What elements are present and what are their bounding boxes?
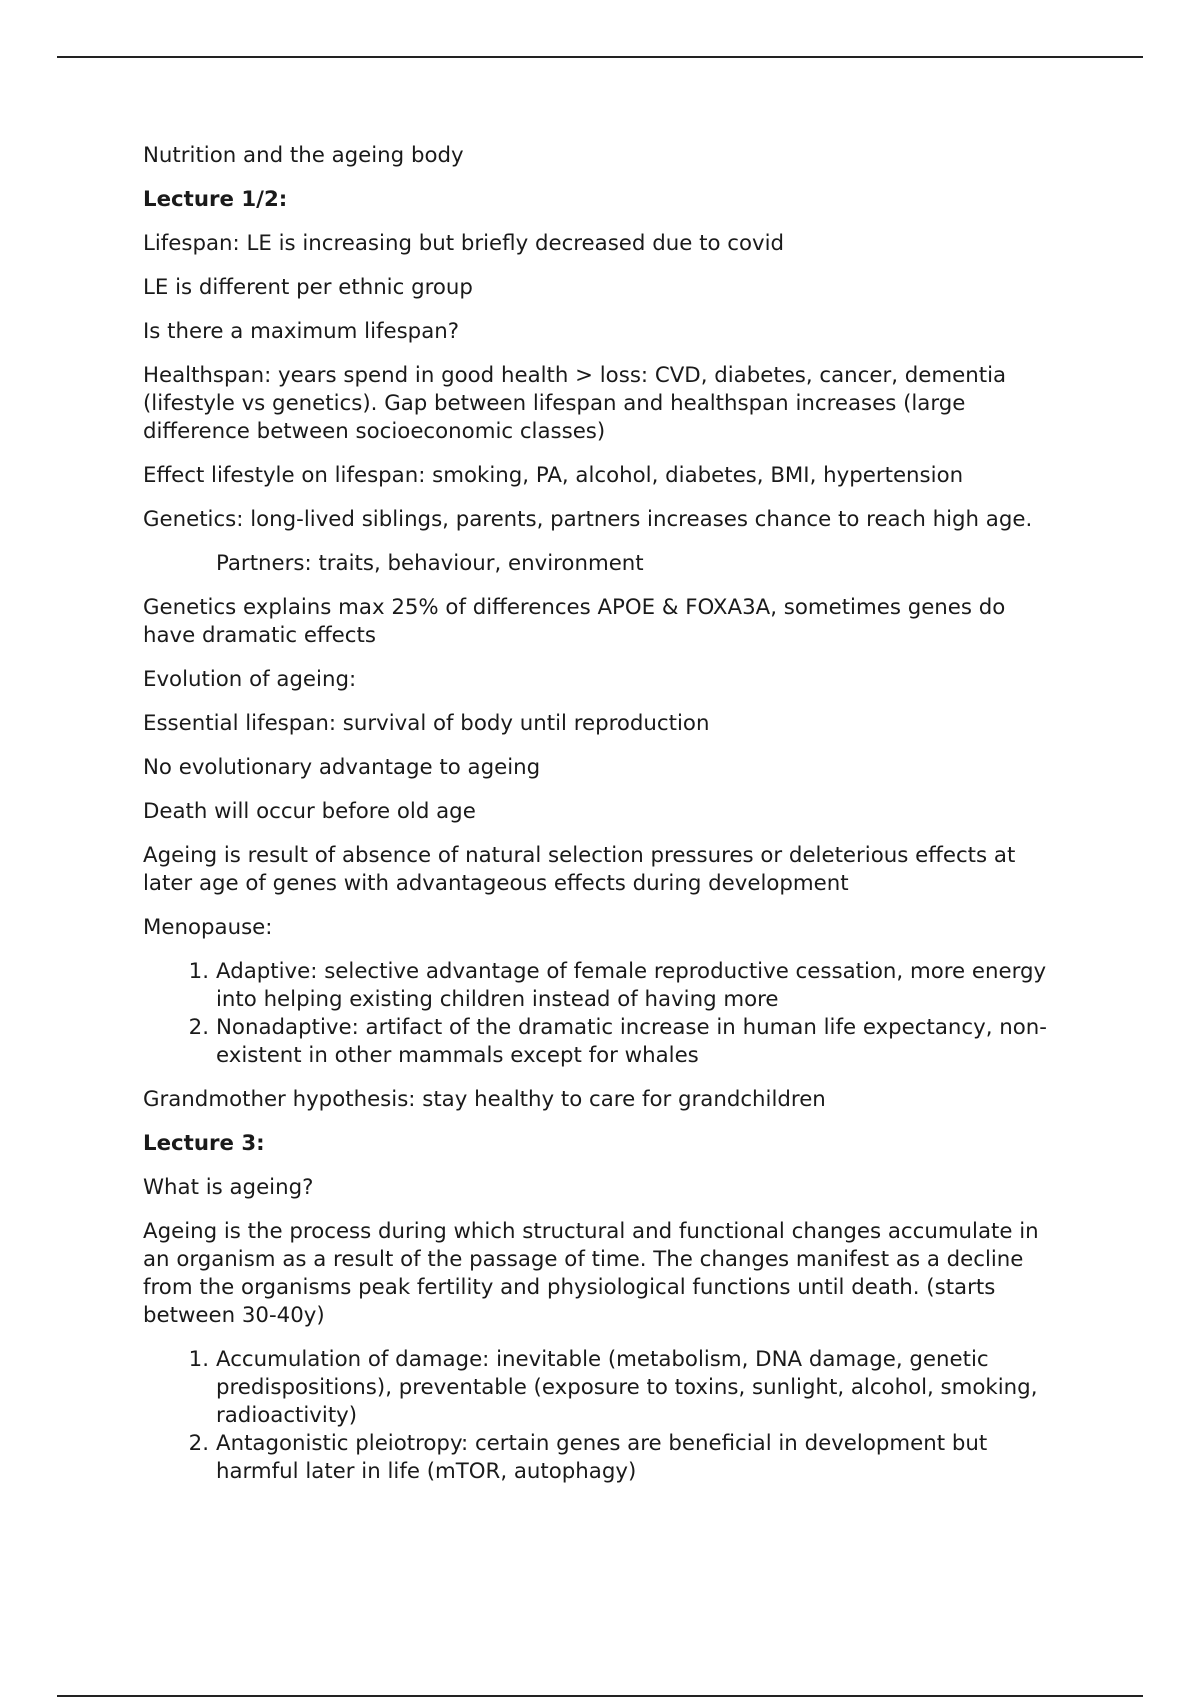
paragraph-no-advantage: No evolutionary advantage to ageing xyxy=(143,755,541,780)
document-title: Nutrition and the ageing body xyxy=(143,143,464,168)
paragraph-lifestyle: Effect lifestyle on lifespan: smoking, PA, alcohol, diabetes, BMI, hypertension xyxy=(143,463,964,488)
list-item-text: Adaptive: selective advantage of female reproductive cessation, more energy into helping existing children instead of having more xyxy=(216,959,1047,1012)
lecture-1-2-heading: Lecture 1/2: xyxy=(143,187,288,212)
list-item xyxy=(188,1430,1063,1486)
paragraph-healthspan: Healthspan: years spend in good health > loss: CVD, diabetes, cancer, dementia (lifestyle vs genetics). Gap between lifespan and healthspan increases (large difference between socioeconomic classes) xyxy=(143,363,1007,444)
list-item-number: 1. xyxy=(188,959,209,984)
ageing-theories-list xyxy=(143,1346,1063,1486)
paragraph-genetics-explains: Genetics explains max 25% of differences APOE & FOXA3A, sometimes genes do have dramatic effects xyxy=(143,595,1006,648)
list-item-text: Nonadaptive: artifact of the dramatic increase in human life expectancy, non-existent in other mammals except for whales xyxy=(216,1015,1047,1068)
page-footer-rule xyxy=(57,1695,1143,1697)
paragraph-death: Death will occur before old age xyxy=(143,799,476,824)
paragraph-evolution-of-ageing: Evolution of ageing: xyxy=(143,667,357,692)
paragraph-ageing-result: Ageing is result of absence of natural selection pressures or deleterious effects at later age of genes with advantageous effects during development xyxy=(143,843,1016,896)
page-header-rule xyxy=(57,56,1143,58)
list-item xyxy=(188,1014,1063,1070)
paragraph-what-is-ageing: What is ageing? xyxy=(143,1175,314,1200)
paragraph-essential-lifespan: Essential lifespan: survival of body until reproduction xyxy=(143,711,710,736)
paragraph-maximum-lifespan: Is there a maximum lifespan? xyxy=(143,319,460,344)
lecture-3-heading: Lecture 3: xyxy=(143,1131,265,1156)
list-item-text: Antagonistic pleiotropy: certain genes are beneficial in development but harmful later in life (mTOR, autophagy) xyxy=(216,1431,988,1484)
paragraph-menopause: Menopause: xyxy=(143,915,273,940)
list-item-number: 1. xyxy=(188,1347,209,1372)
list-item xyxy=(188,958,1063,1014)
paragraph-ageing-definition: Ageing is the process during which structural and functional changes accumulate in an organism as a result of the passage of time. The changes manifest as a decline from the organisms peak fertility and physiological functions until death. (starts between 30-40y) xyxy=(143,1219,1039,1328)
paragraph-partners: Partners: traits, behaviour, environment xyxy=(216,551,644,576)
list-item xyxy=(188,1346,1063,1430)
paragraph-ethnic-group: LE is different per ethnic group xyxy=(143,275,473,300)
list-item-number: 2. xyxy=(188,1015,209,1040)
document-body xyxy=(143,142,1063,1502)
paragraph-genetics: Genetics: long-lived siblings, parents, partners increases chance to reach high age. xyxy=(143,507,1033,532)
paragraph-grandmother-hypothesis: Grandmother hypothesis: stay healthy to care for grandchildren xyxy=(143,1087,826,1112)
paragraph-lifespan: Lifespan: LE is increasing but briefly decreased due to covid xyxy=(143,231,785,256)
menopause-list xyxy=(143,958,1063,1070)
list-item-text: Accumulation of damage: inevitable (metabolism, DNA damage, genetic predispositions), preventable (exposure to toxins, sunlight, alcohol, smoking, radioactivity) xyxy=(216,1347,1038,1428)
list-item-number: 2. xyxy=(188,1431,209,1456)
